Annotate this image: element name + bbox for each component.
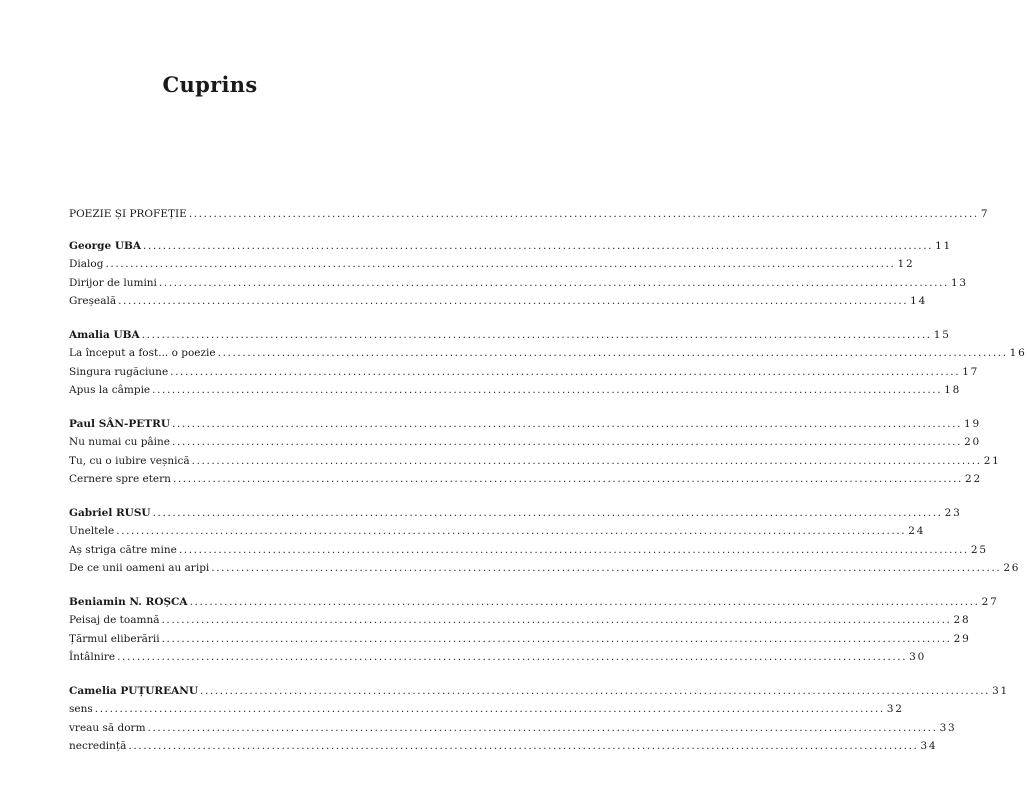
toc-poem-entry[interactable] <box>69 719 957 738</box>
toc-entry-title: Dialog <box>69 258 104 270</box>
dot-leader: ................................................................................................................................................................ <box>161 632 952 645</box>
toc-author-entry[interactable] <box>69 415 981 434</box>
dot-leader: ................................................................................................................................................................ <box>117 651 908 663</box>
toc-poem-entry[interactable] <box>69 433 982 452</box>
dot-leader: ................................................................................................................................................................ <box>171 417 963 430</box>
toc-entry-title: Nu numai cu pâine <box>69 436 171 448</box>
toc-page-number: 34 <box>920 740 938 752</box>
toc-entry-title: Tu, cu o iubire veșnică <box>69 454 190 467</box>
toc-page-number: 16 <box>1009 347 1027 359</box>
toc-poem-entry[interactable] <box>69 700 904 719</box>
toc-page-number: 22 <box>964 473 982 485</box>
dot-leader: ................................................................................................................................................................ <box>152 506 943 519</box>
toc-entry-title: Peisaj de toamnă <box>69 614 160 626</box>
toc-page-number: 23 <box>944 506 962 519</box>
toc-author-section <box>69 415 1001 489</box>
toc-entry-title: Dirijor de lumini <box>69 276 157 289</box>
toc-entry-title: Paul SÂN-PETRU <box>69 417 170 430</box>
dot-leader: ................................................................................................................................................................ <box>105 258 896 270</box>
dot-leader: ................................................................................................................................................................ <box>118 295 909 307</box>
toc-poem-entry[interactable] <box>69 470 982 489</box>
toc-entry-title: POEZIE ȘI PROFEȚIE <box>69 208 187 220</box>
toc-poem-entry[interactable] <box>69 522 926 541</box>
toc-page-number: 18 <box>944 384 962 396</box>
toc-entry-title: Greșeală <box>69 295 117 307</box>
toc-author-entry[interactable] <box>69 237 953 256</box>
toc-page-number: 7 <box>980 208 990 220</box>
toc-entry-title: Cernere spre etern <box>69 473 171 485</box>
dot-leader: ................................................................................................................................................................ <box>128 740 919 752</box>
toc-page-number: 21 <box>983 454 1001 467</box>
toc-page-number: 19 <box>964 417 981 430</box>
dot-leader: ................................................................................................................................................................ <box>141 328 932 341</box>
toc-page-number: 12 <box>897 258 915 270</box>
toc-poem-entry[interactable] <box>69 452 1001 471</box>
toc-poem-entry[interactable] <box>69 292 928 311</box>
toc-poem-entry[interactable] <box>69 648 927 667</box>
toc-entry-title: Uneltele <box>69 525 115 537</box>
toc-page-number: 26 <box>1003 562 1021 574</box>
toc-page-number: 13 <box>950 276 968 289</box>
toc-page-number: 24 <box>908 525 926 537</box>
dot-leader: ................................................................................................................................................................ <box>152 384 943 396</box>
toc-poem-entry[interactable] <box>69 737 938 756</box>
toc-poem-entry[interactable] <box>69 559 1021 578</box>
page-title: Cuprins <box>162 72 258 97</box>
dot-leader: ................................................................................................................................................................ <box>172 473 963 485</box>
toc-poem-entry[interactable] <box>69 541 988 560</box>
toc-entry-title: Țărmul eliberării <box>69 632 160 645</box>
toc-poem-entry[interactable] <box>69 255 915 274</box>
dot-leader: ................................................................................................................................................................ <box>200 684 991 697</box>
dot-leader: ................................................................................................................................................................ <box>178 543 969 556</box>
toc-author-entry[interactable] <box>69 504 962 523</box>
toc-page-number: 32 <box>886 703 904 715</box>
toc-intro-section <box>69 205 990 224</box>
toc-page-number: 28 <box>953 614 971 626</box>
toc-entry-title: vreau să dorm <box>69 721 146 734</box>
toc-poem-entry[interactable] <box>69 344 1027 363</box>
toc-page-number: 27 <box>981 595 999 608</box>
toc-page-number: 25 <box>970 543 988 556</box>
toc-page-number: 11 <box>935 239 953 252</box>
toc-author-section <box>69 593 999 667</box>
dot-leader: ................................................................................................................................................................ <box>116 525 907 537</box>
toc-poem-entry[interactable] <box>69 611 971 630</box>
toc-page-number: 29 <box>953 632 971 645</box>
dot-leader: ................................................................................................................................................................ <box>172 436 963 448</box>
dot-leader: ................................................................................................................................................................ <box>189 595 980 608</box>
toc-poem-entry[interactable] <box>69 630 971 649</box>
toc-entry-title: Apus la câmpie <box>69 384 151 396</box>
dot-leader: ................................................................................................................................................................ <box>158 276 949 289</box>
dot-leader: ................................................................................................................................................................ <box>147 721 938 734</box>
toc-entry-title: Gabriel RUSU <box>69 506 151 519</box>
toc-author-entry[interactable] <box>69 682 1010 701</box>
toc-author-entry[interactable] <box>69 593 999 612</box>
toc-author-section <box>69 682 1010 756</box>
toc-entry-title: George UBA <box>69 239 142 252</box>
toc-entry-title: La început a fost... o poezie <box>69 347 216 359</box>
dot-leader: ................................................................................................................................................................ <box>143 239 934 252</box>
toc-page-number: 30 <box>909 651 927 663</box>
toc-entry-title: necredință <box>69 740 127 752</box>
dot-leader: ................................................................................................................................................................ <box>94 703 885 715</box>
dot-leader: ................................................................................................................................................................ <box>217 347 1008 359</box>
toc-author-section <box>69 326 1027 400</box>
toc-entry-title: Întâlnire <box>69 651 116 663</box>
toc-entry-title: sens <box>69 703 93 715</box>
dot-leader: ................................................................................................................................................................ <box>161 614 952 626</box>
toc-entry-title: Amalia UBA <box>69 328 140 341</box>
toc-author-section <box>69 237 968 311</box>
dot-leader: ................................................................................................................................................................ <box>211 562 1002 574</box>
toc-author-section <box>69 504 1021 578</box>
toc-poem-entry[interactable] <box>69 363 980 382</box>
toc-author-entry[interactable] <box>69 326 951 345</box>
dot-leader: ................................................................................................................................................................ <box>170 365 961 378</box>
toc-page-number: 14 <box>910 295 928 307</box>
toc-page-number: 17 <box>962 365 980 378</box>
toc-entry-title: Singura rugăciune <box>69 365 169 378</box>
toc-page-number: 20 <box>964 436 982 448</box>
toc-page-number: 33 <box>939 721 957 734</box>
toc-entry-title: Beniamin N. ROȘCA <box>69 595 188 608</box>
toc-poem-entry[interactable] <box>69 274 968 293</box>
toc-intro-entry[interactable] <box>69 205 990 224</box>
toc-entry-title: De ce unii oameni au aripi <box>69 562 210 574</box>
table-of-contents <box>69 205 1027 771</box>
dot-leader: ................................................................................................................................................................ <box>191 454 982 467</box>
toc-entry-title: Aș striga către mine <box>69 543 177 556</box>
dot-leader: ................................................................................................................................................................ <box>188 208 979 220</box>
toc-entry-title: Camelia PUȚUREANU <box>69 684 199 697</box>
toc-page-number: 15 <box>933 328 951 341</box>
toc-page-number: 31 <box>992 684 1010 697</box>
toc-poem-entry[interactable] <box>69 381 962 400</box>
